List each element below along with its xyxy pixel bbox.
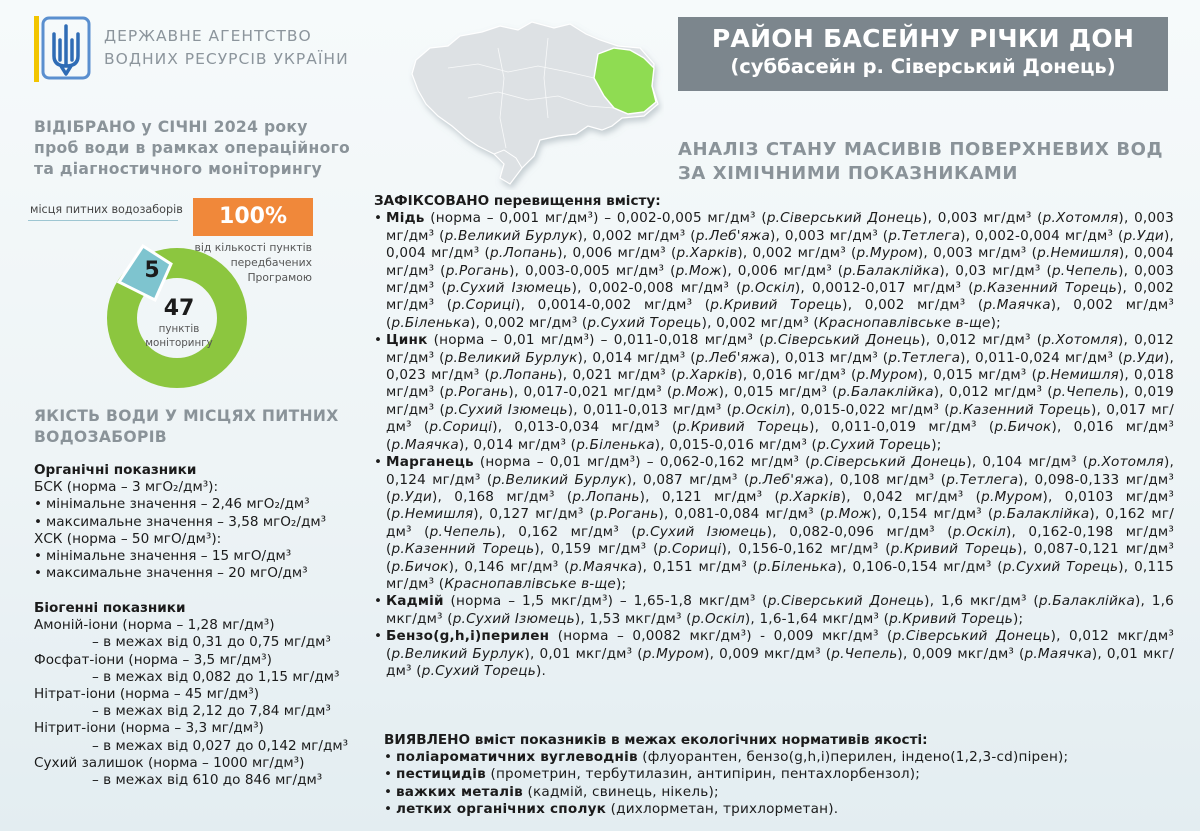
- analysis-heading-line-1: АНАЛІЗ СТАНУ МАСИВІВ ПОВЕРХНЕВИХ ВОД: [678, 139, 1164, 160]
- river-name: р.Оскіл: [732, 401, 786, 418]
- river-name: р.Лопань: [490, 245, 558, 262]
- river-name: р.Маячка: [391, 436, 459, 453]
- river-name: р.Оскіл: [691, 610, 745, 627]
- nitrate-range: – в межах від 2,12 до 7,84 мг/дм³: [92, 703, 331, 720]
- river-name: р.Хотомля: [1042, 332, 1118, 349]
- samples-heading-line-1: ВІДІБРАНО у СІЧНІ 2024 року: [34, 118, 308, 136]
- metals-text: (кадмій, свинець, нікель);: [527, 783, 719, 800]
- river-name: р.Сіверський Донець: [892, 628, 1051, 645]
- river-name: р.Рогань: [445, 262, 510, 279]
- ammonium-norm: Амоній-іони (норма – 1,28 мг/дм³): [34, 617, 275, 634]
- quality-heading-line-1: ЯКІСТЬ ВОДИ У МІСЦЯХ ПИТНИХ: [34, 407, 339, 425]
- river-name: р.Сориці: [452, 297, 516, 314]
- river-name: р.Мож: [672, 384, 719, 401]
- river-name: р.Уди: [1123, 349, 1164, 366]
- monitoring-count: 47: [163, 296, 195, 321]
- river-name: р.Кривий Торець: [890, 541, 1018, 558]
- pah-text: (флуорантен, бензо(g,h,i)перилен, індено(1,2,3-cd)пірен);: [642, 749, 1069, 765]
- organic-heading: Органічні показники: [34, 462, 197, 478]
- ammonium-range: – в межах від 0,31 до 0,75 мг/дм³: [92, 634, 331, 651]
- river-name: р.Тетлега: [888, 227, 961, 244]
- legend-drinking-sources: місця питних водозаборів: [30, 203, 183, 216]
- river-name: р.Балаклійка: [837, 384, 934, 401]
- biogenic-heading: Біогенні показники: [34, 600, 186, 616]
- samples-heading-line-2: проб води в рамках операційного: [34, 139, 351, 157]
- river-name: р.Тетлега: [946, 471, 1019, 488]
- river-name: р.Сухий Ізюмець: [636, 523, 767, 540]
- river-name: р.Чепель: [1052, 384, 1119, 401]
- percent-caption-line-3: Програмою: [247, 271, 312, 284]
- river-name: р.Балаклійка: [993, 506, 1090, 523]
- cadmium-label: Кадмій: [386, 593, 444, 610]
- river-name: р.Муром: [642, 645, 705, 662]
- within-norms-section: [384, 731, 1174, 819]
- metals-label: важких металів: [396, 783, 523, 800]
- norms-item-pesticides: [384, 766, 1174, 783]
- river-name: р.Балаклійка: [1038, 593, 1135, 610]
- river-name: р.Харків: [676, 245, 738, 262]
- phosphate-norm: Фосфат-іони (норма – 3,5 мг/дм³): [34, 651, 272, 668]
- river-name: р.Казенний Торець: [949, 401, 1092, 418]
- exceedance-item-benzo: [374, 628, 1174, 680]
- pesticides-label: пестицидів: [396, 766, 486, 783]
- within-norms-heading: ВИЯВЛЕНО вміст показників в межах екологічних нормативів якості:: [384, 732, 928, 748]
- river-name: р.Мож: [675, 262, 722, 279]
- river-name: р.Великий Бурлук: [391, 645, 525, 662]
- river-name: р.Тетлега: [888, 349, 961, 366]
- sources-count: 5: [144, 258, 160, 283]
- river-name: р.Кривий Торець: [677, 419, 810, 436]
- river-name: р.Сухий Торець: [1002, 558, 1119, 575]
- phosphate-range: – в межах від 0,082 до 1,15 мг/дм³: [92, 668, 340, 685]
- river-name: р.Чепель: [831, 645, 898, 662]
- zinc-label: Цинк: [386, 332, 428, 349]
- agency-line-1: ДЕРЖАВНЕ АГЕНТСТВО: [104, 27, 312, 45]
- voc-text: (дихлорметан, трихлорметан).: [610, 801, 839, 818]
- river-name: р.Сухий Торець: [421, 662, 536, 679]
- river-name: р.Хотомля: [1042, 210, 1119, 227]
- river-name: р.Сориці: [658, 541, 722, 558]
- monitoring-caption: [134, 322, 224, 350]
- river-name: р.Уди: [391, 488, 432, 505]
- river-name: р.Немишля: [391, 506, 474, 523]
- trident-emblem-icon: [34, 16, 94, 82]
- hsk-norm: ХСК (норма – 50 мгO/дм³):: [34, 530, 222, 547]
- river-name: р.Сіверський Донець: [767, 593, 925, 610]
- quality-heading-line-2: ВОДОЗАБОРІВ: [34, 428, 167, 446]
- river-name: р.Великий Бурлук: [444, 227, 578, 244]
- analysis-heading-line-2: ЗА ХІМІЧНИМИ ПОКАЗНИКАМИ: [678, 163, 1019, 184]
- zinc-text: (норма – 0,01 мг/дм³) – 0,011-0,018 мг/дм³ (р.Сіверський Донець), 0,012 мг/дм³ (р.Хотомля), 0,012 мг/дм³ (р.Великий Бурлук), 0,014 мг/дм³ (р.Леб'яжа), 0,013 мг/дм³ (р.Тетлега), 0,011-0,024 мг/дм³ (р.Уди), 0,023 мг/дм³ (р.Лопань), 0,021 мг/дм³ (р.Харків), 0,016 мг/дм³ (р.Муром), 0,015 мг/дм³ (р.Немишля), 0,018 мг/дм³ (р.Рогань), 0,017-0,021 мг/дм³ (р.Мож), 0,015 мг/дм³ (р.Балаклійка), 0,012 мг/дм³ (р.Чепель), 0,019 мг/дм³ (р.Сухий Ізюмець), 0,011-0,013 мг/дм³ (р.Оскіл), 0,015-0,022 мг/дм³ (р.Казенний Торець), 0,017 мг/дм³ (р.Сориці), 0,013-0,034 мг/дм³ (р.Кривий Торець), 0,011-0,019 мг/дм³ (р.Бичок), 0,016 мг/дм³ (р.Маячка), 0,014 мг/дм³ (р.Біленька), 0,015-0,016 мг/дм³ (р.Сухий Торець);: [386, 332, 1175, 453]
- river-name: р.Сухий Ізюмець: [446, 280, 572, 297]
- river-name: Краснопавлівське в-ще: [818, 314, 991, 331]
- river-name: р.Маячка: [1024, 645, 1092, 662]
- river-name: р.Сіверський Донець: [810, 454, 967, 471]
- norms-item-metals: [384, 784, 1174, 801]
- pesticides-text: (прометрин, тербутилазин, антипірин, пентахлорбензол);: [490, 766, 921, 783]
- river-name: р.Леб'яжа: [749, 471, 824, 488]
- agency-line-2: ВОДНИХ РЕСУРСІВ УКРАЇНИ: [104, 50, 349, 68]
- cadmium-text: (норма – 1,5 мкг/дм³) – 1,65-1,8 мкг/дм³ (р.Сіверський Донець), 1,6 мкг/дм³ (р.Балаклійка), 1,6 мкг/дм³ (р.Сухий Ізюмець), 1,53 мкг/дм³ (р.Оскіл), 1,6-1,64 мкг/дм³ (р.Кривий Торець);: [386, 593, 1174, 627]
- analysis-heading: [678, 138, 1178, 186]
- river-name: р.Біленька: [391, 314, 471, 331]
- percent-caption-line-2: передбачених: [230, 256, 312, 269]
- exceedance-item-zinc: [374, 332, 1174, 454]
- river-name: р.Харків: [779, 488, 841, 505]
- ukraine-map-icon: [408, 8, 664, 190]
- benzo-label: Бензо(g,h,i)перилен: [386, 628, 550, 645]
- river-name: р.Кривий Торець: [710, 297, 843, 314]
- exceedance-item-cadmium: [374, 593, 1174, 628]
- river-name: р.Лопань: [572, 488, 640, 505]
- copper-text: (норма – 0,001 мг/дм³) – 0,002-0,005 мг/дм³ (р.Сіверський Донець), 0,003 мг/дм³ (р.Хотомля), 0,003 мг/дм³ (р.Великий Бурлук), 0,002 мг/дм³ (р.Леб'яжа), 0,003 мг/дм³ (р.Тетлега), 0,002-0,004 мг/дм³ (р.Уди), 0,004 мг/дм³ (р.Лопань), 0,006 мг/дм³ (р.Харків), 0,002 мг/дм³ (р.Муром), 0,003 мг/дм³ (р.Немишля), 0,004 мг/дм³ (р.Рогань), 0,003-0,005 мг/дм³ (р.Мож), 0,006 мг/дм³ (р.Балаклійка), 0,03 мг/дм³ (р.Чепель), 0,003 мг/дм³ (р.Сухий Ізюмець), 0,002-0,008 мг/дм³ (р.Оскіл), 0,0012-0,017 мг/дм³ (р.Казенний Торець), 0,002 мг/дм³ (р.Сориці), 0,0014-0,002 мг/дм³ (р.Кривий Торець), 0,002 мг/дм³ (р.Маячка), 0,002 мг/дм³ (р.Біленька), 0,002 мг/дм³ (р.Сухий Торець), 0,002 мг/дм³ (Краснопавлівське в-ще);: [386, 210, 1174, 331]
- river-name: р.Оскіл: [952, 523, 1006, 540]
- river-name: р.Маячка: [569, 558, 638, 575]
- title-line-2: (суббасейн р. Сіверський Донець): [730, 55, 1116, 78]
- river-name: р.Казенний Торець: [391, 541, 535, 558]
- norms-item-pah: [384, 749, 1174, 766]
- river-name: р.Кривий Торець: [889, 610, 1014, 627]
- bsk-norm: БСК (норма – 3 мгO₂/дм³):: [34, 479, 219, 496]
- river-name: р.Хотомля: [1088, 454, 1164, 471]
- hsk-max: • максимальне значення – 20 мгO/дм³: [34, 565, 384, 582]
- river-name: р.Рогань: [595, 506, 659, 523]
- quality-heading: [34, 406, 374, 448]
- river-name: р.Сухий Ізюмець: [452, 610, 575, 627]
- river-name: р.Леб'яжа: [695, 227, 770, 244]
- monitoring-caption-line-1: пунктів: [158, 323, 200, 335]
- river-name: р.Біленька: [758, 558, 837, 575]
- river-name: р.Харків: [676, 367, 738, 384]
- pah-label: поліароматичних вуглеводнів: [396, 749, 638, 765]
- river-name: р.Оскіл: [741, 280, 795, 297]
- river-name: р.Чепель: [429, 523, 496, 540]
- river-name: р.Мож: [825, 506, 872, 523]
- river-name: р.Біленька: [576, 436, 655, 453]
- river-name: р.Леб'яжа: [695, 349, 770, 366]
- river-name: р.Муром: [856, 245, 918, 262]
- river-name: р.Бичок: [994, 419, 1052, 436]
- page-title: [678, 17, 1168, 91]
- organic-indicators: [34, 462, 384, 582]
- bsk-min: • мінімальне значення – 2,46 мгO₂/дм³: [34, 496, 384, 513]
- manganese-label: Марганець: [386, 454, 474, 471]
- voc-label: летких органічних сполук: [396, 801, 607, 818]
- river-name: р.Бичок: [391, 558, 449, 575]
- bsk-max: • максимальне значення – 3,58 мгO₂/дм³: [34, 514, 384, 531]
- nitrite-range: – в межах від 0,027 до 0,142 мг/дм³: [92, 737, 349, 754]
- river-name: р.Балаклійка: [843, 262, 940, 279]
- samples-heading-line-3: та діагностичного моніторингу: [34, 160, 322, 178]
- river-name: р.Казенний Торець: [973, 280, 1117, 297]
- river-name: р.Лопань: [490, 367, 558, 384]
- river-name: р.Чепель: [1051, 262, 1119, 279]
- percent-badge: 100%: [193, 198, 313, 236]
- exceedance-item-copper: [374, 210, 1174, 332]
- river-name: р.Рогань: [444, 384, 509, 401]
- residue-range: – в межах від 610 до 846 мг/дм³: [92, 772, 323, 789]
- river-name: р.Великий Бурлук: [492, 471, 627, 488]
- river-name: р.Сухий Торець: [817, 436, 932, 453]
- norms-item-voc: [384, 801, 1174, 818]
- title-line-1: РАЙОН БАСЕЙНУ РІЧКИ ДОН: [711, 24, 1135, 53]
- agency-name: [104, 25, 349, 71]
- river-name: р.Сіверський Донець: [764, 332, 921, 349]
- river-name: р.Сухий Торець: [587, 314, 702, 331]
- copper-label: Мідь: [386, 210, 425, 227]
- manganese-text: (норма – 0,01 мг/дм³) – 0,062-0,162 мг/дм³ (р.Сіверський Донець), 0,104 мг/дм³ (р.Хотомля), 0,124 мг/дм³ (р.Великий Бурлук), 0,087 мг/дм³ (р.Леб'яжа), 0,108 мг/дм³ (р.Тетлега), 0,098-0,133 мг/дм³ (р.Уди), 0,168 мг/дм³ (р.Лопань), 0,121 мг/дм³ (р.Харків), 0,042 мг/дм³ (р.Муром), 0,0103 мг/дм³ (р.Немишля), 0,127 мг/дм³ (р.Рогань), 0,081-0,084 мг/дм³ (р.Мож), 0,154 мг/дм³ (р.Балаклійка), 0,162 мг/дм³ (р.Чепель), 0,162 мг/дм³ (р.Сухий Ізюмець), 0,082-0,096 мг/дм³ (р.Оскіл), 0,162-0,198 мг/дм³ (р.Казенний Торець), 0,159 мг/дм³ (р.Сориці), 0,156-0,162 мг/дм³ (р.Кривий Торець), 0,087-0,121 мг/дм³ (р.Бичок), 0,146 мг/дм³ (р.Маячка), 0,151 мг/дм³ (р.Біленька), 0,106-0,154 мг/дм³ (р.Сухий Торець), 0,115 мг/дм³ (Краснопавлівське в-ще);: [386, 454, 1175, 592]
- exceedance-heading: ЗАФІКСОВАНО перевищення вмісту:: [374, 193, 661, 209]
- nitrite-norm: Нітрит-іони (норма – 3,3 мг/дм³): [34, 720, 264, 737]
- nitrate-norm: Нітрат-іони (норма – 45 мг/дм³): [34, 686, 260, 703]
- river-name: р.Сориці: [429, 419, 493, 436]
- river-name: р.Сіверський Донець: [766, 210, 923, 227]
- benzo-text: (норма – 0,0082 мкг/дм³) - 0,009 мкг/дм³ (р.Сіверський Донець), 0,012 мкг/дм³ (р.Великий Бурлук), 0,01 мкг/дм³ (р.Муром), 0,009 мкг/дм³ (р.Чепель), 0,009 мкг/дм³ (р.Маячка), 0,01 мкг/дм³ (р.Сухий Торець).: [386, 628, 1175, 679]
- river-name: р.Муром: [981, 488, 1043, 505]
- legend-divider: [28, 220, 178, 221]
- river-name: р.Маячка: [983, 297, 1051, 314]
- exceedance-item-manganese: [374, 454, 1174, 593]
- river-name: р.Уди: [1123, 227, 1164, 244]
- exceedance-section: [374, 193, 1174, 680]
- residue-norm: Сухий залишок (норма – 1000 мг/дм³): [34, 754, 305, 771]
- river-name: Краснопавлівське в-ще: [444, 575, 616, 592]
- monitoring-caption-line-2: моніторингу: [145, 337, 213, 349]
- biogenic-indicators: [34, 600, 384, 789]
- percent-caption-line-1: від кількості пунктів: [194, 241, 312, 254]
- river-name: р.Великий Бурлук: [444, 349, 578, 366]
- hsk-min: • мінімальне значення – 15 мгO/дм³: [34, 548, 384, 565]
- river-name: р.Немишля: [1037, 245, 1119, 262]
- samples-heading: [34, 117, 384, 180]
- river-name: р.Муром: [856, 367, 918, 384]
- river-name: р.Сухий Ізюмець: [445, 401, 568, 418]
- river-name: р.Немишля: [1037, 367, 1119, 384]
